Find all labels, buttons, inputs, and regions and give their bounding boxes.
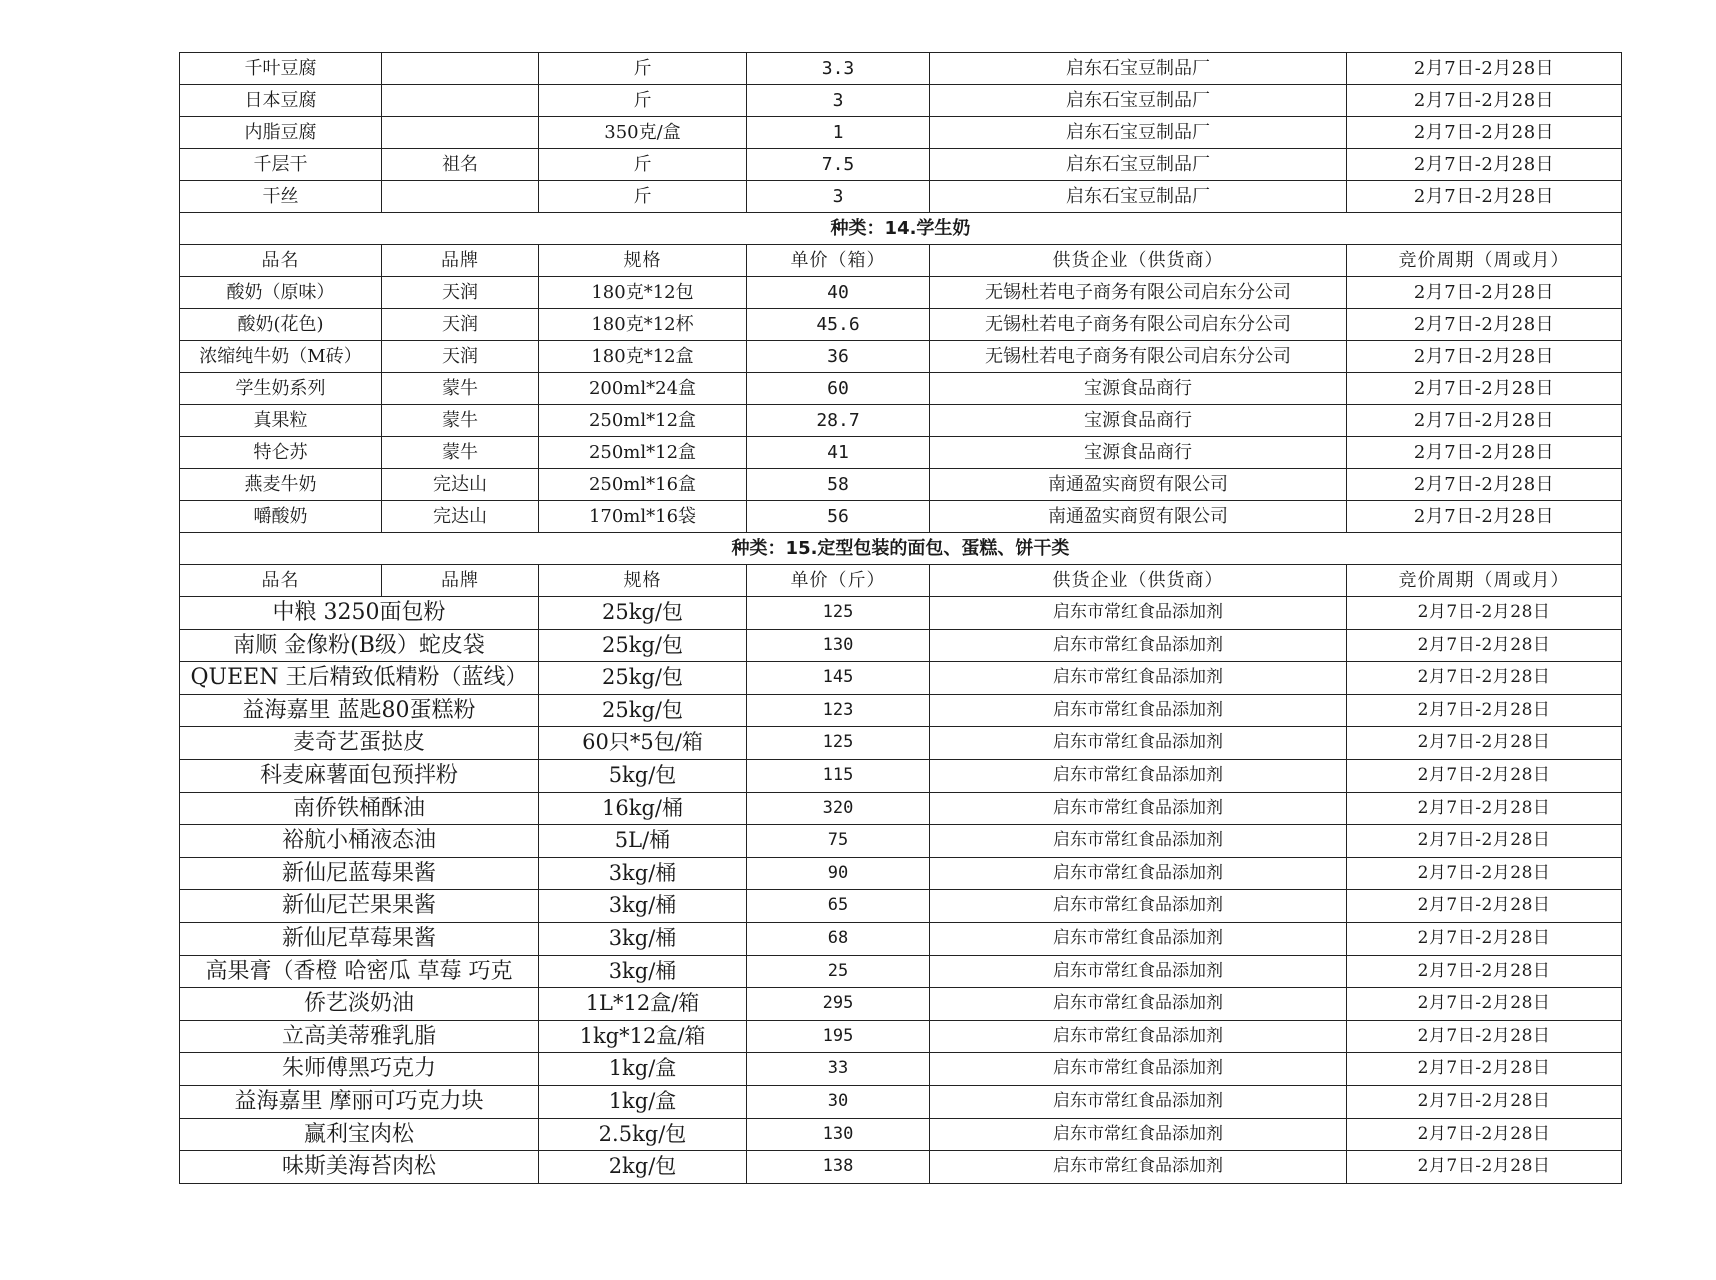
brand-cell: 蒙牛 bbox=[382, 437, 539, 469]
spec-cell: 3kg/桶 bbox=[539, 955, 747, 988]
table-row bbox=[180, 117, 1622, 149]
bid-period-cell: 2月7日-2月28日 bbox=[1347, 437, 1622, 469]
product-name-cell: 浓缩纯牛奶（M砖） bbox=[180, 341, 382, 373]
unit-price-cell: 90 bbox=[747, 857, 930, 890]
product-name-cell: 日本豆腐 bbox=[180, 85, 382, 117]
bid-period-cell: 2月7日-2月28日 bbox=[1347, 117, 1622, 149]
price-table bbox=[179, 52, 1622, 1184]
product-name-cell: 内脂豆腐 bbox=[180, 117, 382, 149]
unit-price-cell: 130 bbox=[747, 629, 930, 662]
product-name-cell: 益海嘉里 蓝匙80蛋糕粉 bbox=[180, 694, 539, 727]
bid-period-header: 竞价周期（周或月） bbox=[1347, 565, 1622, 597]
table-row bbox=[180, 629, 1622, 662]
product-name-cell: 中粮 3250面包粉 bbox=[180, 597, 539, 630]
spec-cell: 25kg/包 bbox=[539, 629, 747, 662]
supplier-cell: 启东石宝豆制品厂 bbox=[930, 117, 1347, 149]
table-row bbox=[180, 149, 1622, 181]
bid-period-cell: 2月7日-2月28日 bbox=[1347, 988, 1622, 1021]
table-row bbox=[180, 694, 1622, 727]
table-row bbox=[180, 857, 1622, 890]
unit-price-cell: 1 bbox=[747, 117, 930, 149]
supplier-cell: 启东市常红食品添加剂 bbox=[930, 727, 1347, 760]
unit-price-cell: 138 bbox=[747, 1151, 930, 1184]
unit-price-cell: 195 bbox=[747, 1020, 930, 1053]
product-name-cell: 燕麦牛奶 bbox=[180, 469, 382, 501]
unit-price-cell: 145 bbox=[747, 662, 930, 695]
product-name-cell: 高果膏（香橙 哈密瓜 草莓 巧克 bbox=[180, 955, 539, 988]
bid-period-cell: 2月7日-2月28日 bbox=[1347, 85, 1622, 117]
table-row bbox=[180, 309, 1622, 341]
spec-cell: 25kg/包 bbox=[539, 597, 747, 630]
supplier-cell: 启东市常红食品添加剂 bbox=[930, 825, 1347, 858]
brand-cell: 天润 bbox=[382, 277, 539, 309]
supplier-cell: 启东市常红食品添加剂 bbox=[930, 792, 1347, 825]
product-name-cell: 新仙尼草莓果酱 bbox=[180, 922, 539, 955]
bid-period-cell: 2月7日-2月28日 bbox=[1347, 1151, 1622, 1184]
table-row bbox=[180, 1118, 1622, 1151]
spec-cell: 斤 bbox=[539, 85, 747, 117]
bid-period-cell: 2月7日-2月28日 bbox=[1347, 727, 1622, 760]
supplier-cell: 无锡杜若电子商务有限公司启东分公司 bbox=[930, 277, 1347, 309]
table-row bbox=[180, 1053, 1622, 1086]
spec-cell: 2kg/包 bbox=[539, 1151, 747, 1184]
supplier-cell: 启东市常红食品添加剂 bbox=[930, 890, 1347, 923]
unit-price-cell: 3 bbox=[747, 181, 930, 213]
bid-period-cell: 2月7日-2月28日 bbox=[1347, 1118, 1622, 1151]
unit-price-cell: 320 bbox=[747, 792, 930, 825]
spec-cell: 2.5kg/包 bbox=[539, 1118, 747, 1151]
product-name-cell: 新仙尼蓝莓果酱 bbox=[180, 857, 539, 890]
bid-period-cell: 2月7日-2月28日 bbox=[1347, 597, 1622, 630]
supplier-cell: 启东市常红食品添加剂 bbox=[930, 1118, 1347, 1151]
bid-period-cell: 2月7日-2月28日 bbox=[1347, 1085, 1622, 1118]
table-row bbox=[180, 890, 1622, 923]
unit-price-cell: 56 bbox=[747, 501, 930, 533]
unit-price-cell: 7.5 bbox=[747, 149, 930, 181]
bid-period-cell: 2月7日-2月28日 bbox=[1347, 955, 1622, 988]
bid-period-cell: 2月7日-2月28日 bbox=[1347, 1053, 1622, 1086]
supplier-cell: 宝源食品商行 bbox=[930, 373, 1347, 405]
table-row bbox=[180, 1020, 1622, 1053]
supplier-cell: 宝源食品商行 bbox=[930, 405, 1347, 437]
table-row bbox=[180, 988, 1622, 1021]
brand-header: 品牌 bbox=[382, 565, 539, 597]
spec-cell: 250ml*12盒 bbox=[539, 437, 747, 469]
bid-period-cell: 2月7日-2月28日 bbox=[1347, 629, 1622, 662]
spec-header: 规格 bbox=[539, 245, 747, 277]
supplier-cell: 启东市常红食品添加剂 bbox=[930, 1151, 1347, 1184]
brand-cell bbox=[382, 53, 539, 85]
spec-cell: 25kg/包 bbox=[539, 694, 747, 727]
spec-cell: 斤 bbox=[539, 149, 747, 181]
table-row bbox=[180, 1085, 1622, 1118]
supplier-cell: 宝源食品商行 bbox=[930, 437, 1347, 469]
brand-cell bbox=[382, 85, 539, 117]
unit-price-cell: 28.7 bbox=[747, 405, 930, 437]
spec-cell: 5L/桶 bbox=[539, 825, 747, 858]
product-name-cell: 南侨铁桶酥油 bbox=[180, 792, 539, 825]
supplier-cell: 无锡杜若电子商务有限公司启东分公司 bbox=[930, 341, 1347, 373]
bid-period-cell: 2月7日-2月28日 bbox=[1347, 277, 1622, 309]
table-row bbox=[180, 825, 1622, 858]
product-name-header: 品名 bbox=[180, 245, 382, 277]
table-row bbox=[180, 1151, 1622, 1184]
spec-cell: 350克/盒 bbox=[539, 117, 747, 149]
section-title-row bbox=[180, 533, 1622, 565]
table-row bbox=[180, 469, 1622, 501]
table-row bbox=[180, 501, 1622, 533]
unit-price-cell: 123 bbox=[747, 694, 930, 727]
spec-cell: 1kg/盒 bbox=[539, 1085, 747, 1118]
bid-period-cell: 2月7日-2月28日 bbox=[1347, 759, 1622, 792]
unit-price-header: 单价（箱） bbox=[747, 245, 930, 277]
unit-price-cell: 125 bbox=[747, 597, 930, 630]
product-name-cell: 特仑苏 bbox=[180, 437, 382, 469]
product-name-cell: 千叶豆腐 bbox=[180, 53, 382, 85]
brand-cell: 天润 bbox=[382, 341, 539, 373]
spec-cell: 170ml*16袋 bbox=[539, 501, 747, 533]
supplier-cell: 启东市常红食品添加剂 bbox=[930, 988, 1347, 1021]
supplier-header: 供货企业（供货商） bbox=[930, 245, 1347, 277]
product-name-cell: 赢利宝肉松 bbox=[180, 1118, 539, 1151]
table-row bbox=[180, 792, 1622, 825]
spec-cell: 250ml*12盒 bbox=[539, 405, 747, 437]
unit-price-cell: 3.3 bbox=[747, 53, 930, 85]
unit-price-cell: 115 bbox=[747, 759, 930, 792]
unit-price-cell: 295 bbox=[747, 988, 930, 1021]
table-row bbox=[180, 341, 1622, 373]
spec-cell: 16kg/桶 bbox=[539, 792, 747, 825]
supplier-cell: 启东市常红食品添加剂 bbox=[930, 662, 1347, 695]
brand-cell: 完达山 bbox=[382, 501, 539, 533]
product-name-cell: 南顺 金像粉(B级）蛇皮袋 bbox=[180, 629, 539, 662]
price-sheet bbox=[179, 52, 1621, 1184]
unit-price-cell: 33 bbox=[747, 1053, 930, 1086]
spec-cell: 3kg/桶 bbox=[539, 857, 747, 890]
bid-period-cell: 2月7日-2月28日 bbox=[1347, 922, 1622, 955]
product-name-cell: 干丝 bbox=[180, 181, 382, 213]
table-row bbox=[180, 727, 1622, 760]
supplier-cell: 启东市常红食品添加剂 bbox=[930, 759, 1347, 792]
supplier-cell: 无锡杜若电子商务有限公司启东分公司 bbox=[930, 309, 1347, 341]
spec-cell: 3kg/桶 bbox=[539, 922, 747, 955]
brand-cell: 完达山 bbox=[382, 469, 539, 501]
supplier-cell: 启东市常红食品添加剂 bbox=[930, 1085, 1347, 1118]
unit-price-cell: 3 bbox=[747, 85, 930, 117]
bid-period-cell: 2月7日-2月28日 bbox=[1347, 1020, 1622, 1053]
section-title: 种类：15.定型包装的面包、蛋糕、饼干类 bbox=[180, 533, 1622, 565]
product-name-cell: 真果粒 bbox=[180, 405, 382, 437]
table-row bbox=[180, 373, 1622, 405]
bid-period-cell: 2月7日-2月28日 bbox=[1347, 373, 1622, 405]
spec-cell: 斤 bbox=[539, 53, 747, 85]
table-header-row bbox=[180, 245, 1622, 277]
spec-cell: 180克*12包 bbox=[539, 277, 747, 309]
bid-period-cell: 2月7日-2月28日 bbox=[1347, 662, 1622, 695]
spec-cell: 5kg/包 bbox=[539, 759, 747, 792]
unit-price-cell: 36 bbox=[747, 341, 930, 373]
product-name-cell: 立高美蒂雅乳脂 bbox=[180, 1020, 539, 1053]
unit-price-cell: 30 bbox=[747, 1085, 930, 1118]
section-title: 种类：14.学生奶 bbox=[180, 213, 1622, 245]
product-name-cell: 科麦麻薯面包预拌粉 bbox=[180, 759, 539, 792]
supplier-cell: 启东石宝豆制品厂 bbox=[930, 53, 1347, 85]
bid-period-header: 竞价周期（周或月） bbox=[1347, 245, 1622, 277]
table-row bbox=[180, 922, 1622, 955]
spec-cell: 斤 bbox=[539, 181, 747, 213]
product-name-header: 品名 bbox=[180, 565, 382, 597]
product-name-cell: 麦奇艺蛋挞皮 bbox=[180, 727, 539, 760]
bid-period-cell: 2月7日-2月28日 bbox=[1347, 694, 1622, 727]
supplier-cell: 启东市常红食品添加剂 bbox=[930, 922, 1347, 955]
bid-period-cell: 2月7日-2月28日 bbox=[1347, 53, 1622, 85]
table-row bbox=[180, 85, 1622, 117]
unit-price-cell: 65 bbox=[747, 890, 930, 923]
bid-period-cell: 2月7日-2月28日 bbox=[1347, 181, 1622, 213]
bid-period-cell: 2月7日-2月28日 bbox=[1347, 469, 1622, 501]
bid-period-cell: 2月7日-2月28日 bbox=[1347, 890, 1622, 923]
brand-cell: 天润 bbox=[382, 309, 539, 341]
spec-cell: 25kg/包 bbox=[539, 662, 747, 695]
bid-period-cell: 2月7日-2月28日 bbox=[1347, 309, 1622, 341]
table-row bbox=[180, 53, 1622, 85]
bid-period-cell: 2月7日-2月28日 bbox=[1347, 501, 1622, 533]
bid-period-cell: 2月7日-2月28日 bbox=[1347, 857, 1622, 890]
spec-cell: 250ml*16盒 bbox=[539, 469, 747, 501]
brand-cell bbox=[382, 181, 539, 213]
unit-price-cell: 68 bbox=[747, 922, 930, 955]
bid-period-cell: 2月7日-2月28日 bbox=[1347, 792, 1622, 825]
table-row bbox=[180, 759, 1622, 792]
product-name-cell: QUEEN 王后精致低精粉（蓝线） bbox=[180, 662, 539, 695]
bid-period-cell: 2月7日-2月28日 bbox=[1347, 405, 1622, 437]
spec-cell: 1kg*12盒/箱 bbox=[539, 1020, 747, 1053]
spec-cell: 200ml*24盒 bbox=[539, 373, 747, 405]
product-name-cell: 学生奶系列 bbox=[180, 373, 382, 405]
brand-cell: 蒙牛 bbox=[382, 373, 539, 405]
product-name-cell: 酸奶(花色) bbox=[180, 309, 382, 341]
product-name-cell: 新仙尼芒果果酱 bbox=[180, 890, 539, 923]
unit-price-header: 单价（斤） bbox=[747, 565, 930, 597]
brand-header: 品牌 bbox=[382, 245, 539, 277]
unit-price-cell: 130 bbox=[747, 1118, 930, 1151]
spec-cell: 1L*12盒/箱 bbox=[539, 988, 747, 1021]
supplier-cell: 启东市常红食品添加剂 bbox=[930, 1053, 1347, 1086]
product-name-cell: 千层干 bbox=[180, 149, 382, 181]
unit-price-cell: 25 bbox=[747, 955, 930, 988]
table-row bbox=[180, 405, 1622, 437]
supplier-cell: 启东市常红食品添加剂 bbox=[930, 1020, 1347, 1053]
spec-cell: 180克*12盒 bbox=[539, 341, 747, 373]
product-name-cell: 嚼酸奶 bbox=[180, 501, 382, 533]
table-row bbox=[180, 597, 1622, 630]
unit-price-cell: 60 bbox=[747, 373, 930, 405]
table-row bbox=[180, 277, 1622, 309]
spec-cell: 1kg/盒 bbox=[539, 1053, 747, 1086]
table-row bbox=[180, 955, 1622, 988]
spec-header: 规格 bbox=[539, 565, 747, 597]
unit-price-cell: 75 bbox=[747, 825, 930, 858]
bid-period-cell: 2月7日-2月28日 bbox=[1347, 341, 1622, 373]
table-row bbox=[180, 662, 1622, 695]
brand-cell bbox=[382, 117, 539, 149]
supplier-cell: 启东市常红食品添加剂 bbox=[930, 955, 1347, 988]
supplier-cell: 启东石宝豆制品厂 bbox=[930, 181, 1347, 213]
unit-price-cell: 125 bbox=[747, 727, 930, 760]
section-title-row bbox=[180, 213, 1622, 245]
price-table-body bbox=[180, 53, 1622, 1184]
supplier-header: 供货企业（供货商） bbox=[930, 565, 1347, 597]
supplier-cell: 南通盈实商贸有限公司 bbox=[930, 469, 1347, 501]
brand-cell: 祖名 bbox=[382, 149, 539, 181]
unit-price-cell: 45.6 bbox=[747, 309, 930, 341]
product-name-cell: 味斯美海苔肉松 bbox=[180, 1151, 539, 1184]
unit-price-cell: 41 bbox=[747, 437, 930, 469]
supplier-cell: 启东市常红食品添加剂 bbox=[930, 597, 1347, 630]
bid-period-cell: 2月7日-2月28日 bbox=[1347, 825, 1622, 858]
table-row bbox=[180, 181, 1622, 213]
product-name-cell: 侨艺淡奶油 bbox=[180, 988, 539, 1021]
spec-cell: 180克*12杯 bbox=[539, 309, 747, 341]
spec-cell: 3kg/桶 bbox=[539, 890, 747, 923]
supplier-cell: 启东石宝豆制品厂 bbox=[930, 149, 1347, 181]
product-name-cell: 裕航小桶液态油 bbox=[180, 825, 539, 858]
bid-period-cell: 2月7日-2月28日 bbox=[1347, 149, 1622, 181]
supplier-cell: 南通盈实商贸有限公司 bbox=[930, 501, 1347, 533]
spec-cell: 60只*5包/箱 bbox=[539, 727, 747, 760]
supplier-cell: 启东市常红食品添加剂 bbox=[930, 694, 1347, 727]
product-name-cell: 酸奶（原味） bbox=[180, 277, 382, 309]
supplier-cell: 启东市常红食品添加剂 bbox=[930, 857, 1347, 890]
unit-price-cell: 58 bbox=[747, 469, 930, 501]
table-header-row bbox=[180, 565, 1622, 597]
brand-cell: 蒙牛 bbox=[382, 405, 539, 437]
product-name-cell: 朱师傅黑巧克力 bbox=[180, 1053, 539, 1086]
product-name-cell: 益海嘉里 摩丽可巧克力块 bbox=[180, 1085, 539, 1118]
unit-price-cell: 40 bbox=[747, 277, 930, 309]
supplier-cell: 启东市常红食品添加剂 bbox=[930, 629, 1347, 662]
table-row bbox=[180, 437, 1622, 469]
supplier-cell: 启东石宝豆制品厂 bbox=[930, 85, 1347, 117]
